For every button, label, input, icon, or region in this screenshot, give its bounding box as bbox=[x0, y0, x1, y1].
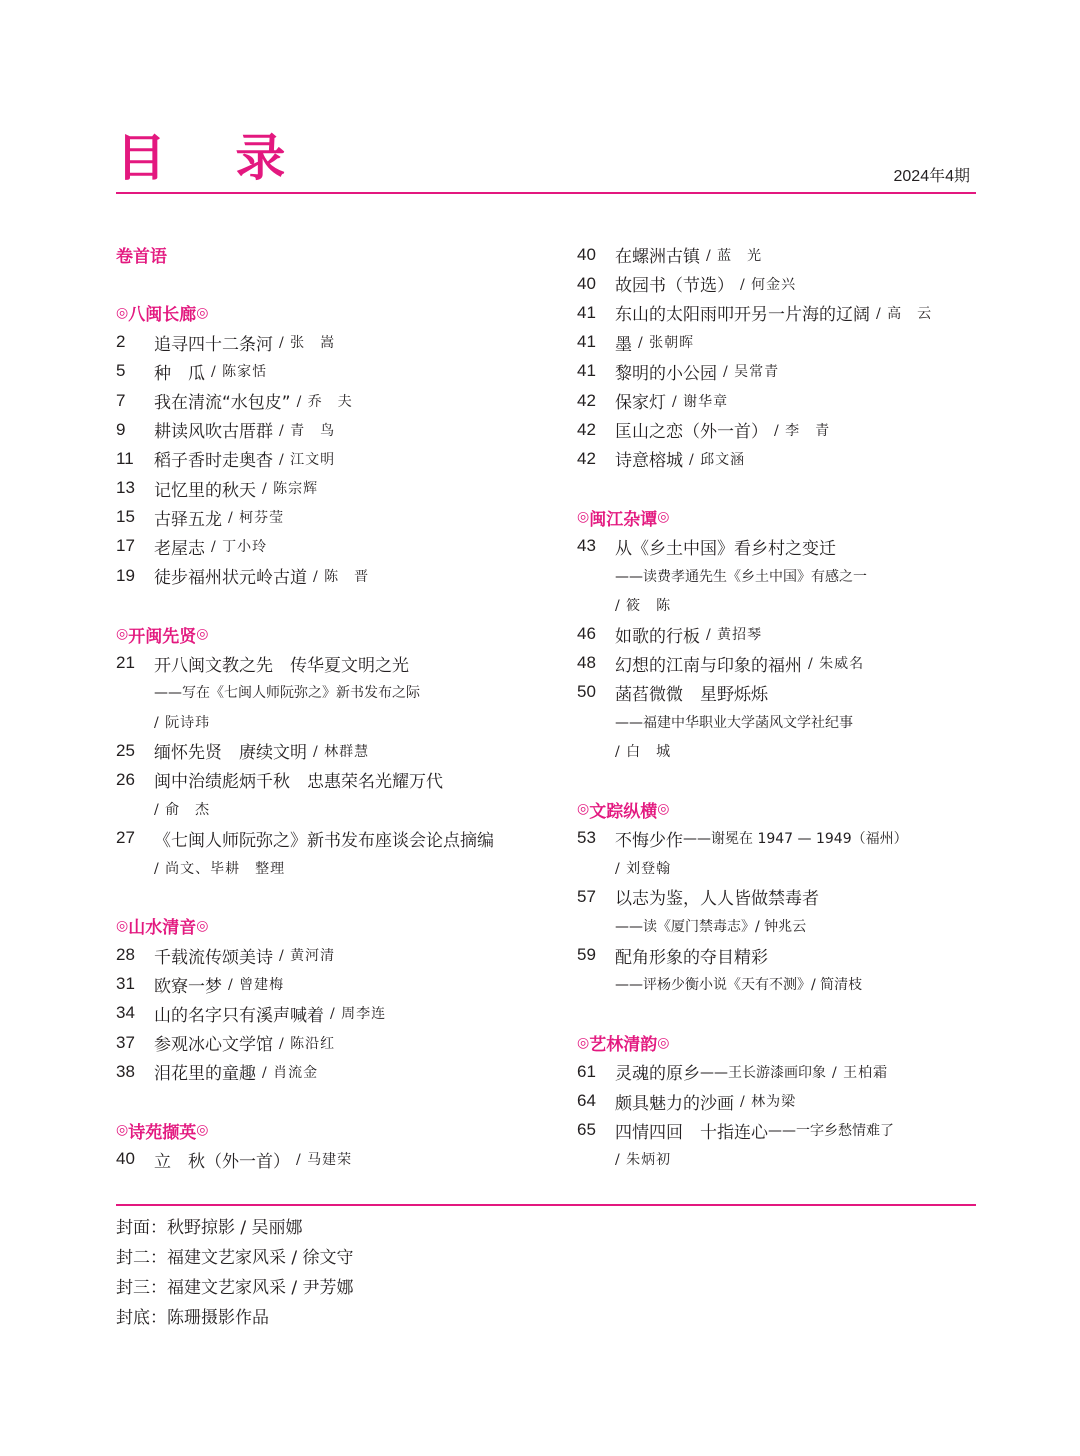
entry-author: / 林群慧 bbox=[313, 743, 370, 760]
entry-title[interactable]: 闽中治绩彪炳千秋 忠惠荣名光耀万代 bbox=[154, 772, 443, 793]
page-number: 46 bbox=[577, 624, 596, 644]
toc-subtitle-row bbox=[116, 678, 546, 707]
entry-title[interactable]: 稻子香时走奥杳 bbox=[154, 451, 273, 472]
section-ornament-left: ◎ bbox=[577, 801, 590, 818]
section-gap bbox=[116, 882, 546, 911]
entry-title-suffix: ——谢冕在 1947 — 1949（福州） bbox=[683, 831, 908, 848]
toc-entry[interactable] bbox=[116, 970, 546, 999]
section-label: 八闽长廊 bbox=[128, 305, 197, 326]
entry-title[interactable]: 记忆里的秋天 bbox=[154, 480, 256, 501]
page-number: 2 bbox=[116, 332, 126, 352]
entry-title[interactable]: 古驿五龙 bbox=[154, 509, 222, 530]
entry-title[interactable]: 菡萏微微 星野烁烁 bbox=[615, 684, 768, 705]
entry-subtitle: ——读《厦门禁毒志》/ 钟兆云 bbox=[615, 918, 807, 935]
entry-author: / 曾建梅 bbox=[228, 977, 285, 994]
page-number: 25 bbox=[116, 740, 135, 760]
toc-entry[interactable] bbox=[116, 561, 546, 590]
entry-author: / 王柏霜 bbox=[832, 1064, 889, 1081]
entry-author: / 陈 晋 bbox=[313, 568, 370, 585]
toc-subtitle-row bbox=[577, 707, 977, 736]
page-number: 40 bbox=[116, 1149, 135, 1169]
entry-title[interactable]: 以志为鉴，人人皆做禁毒者 bbox=[615, 889, 819, 910]
toc-author-row bbox=[116, 795, 546, 824]
entry-author: / 何金兴 bbox=[740, 276, 797, 293]
entry-title[interactable]: 开八闽文教之先 传华夏文明之光 bbox=[154, 655, 409, 676]
page-number: 59 bbox=[577, 945, 596, 965]
page-number: 21 bbox=[116, 653, 135, 673]
entry-title[interactable]: 墨 bbox=[615, 334, 632, 355]
toc-author-row bbox=[116, 853, 546, 882]
entry-title[interactable]: 追寻四十二条河 bbox=[154, 334, 273, 355]
toc-column-right bbox=[577, 240, 977, 1174]
section-gap bbox=[116, 269, 546, 298]
entry-author: / 肖流金 bbox=[262, 1064, 319, 1081]
toc-entry[interactable] bbox=[577, 328, 977, 357]
page-number: 41 bbox=[577, 302, 596, 322]
toc-column-left bbox=[116, 240, 546, 1174]
toc-entry[interactable] bbox=[577, 824, 977, 853]
toc-entry[interactable] bbox=[577, 269, 977, 298]
entry-title[interactable]: 我在清流“水包皮” bbox=[154, 393, 291, 414]
section-ornament-right: ◎ bbox=[657, 509, 670, 526]
toc-entry[interactable] bbox=[577, 532, 977, 561]
section-ornament-right: ◎ bbox=[196, 304, 209, 321]
entry-title[interactable]: 保家灯 bbox=[615, 393, 666, 414]
cover-credit: 封面：秋野掠影 / 吴丽娜 bbox=[116, 1218, 303, 1238]
page-number: 17 bbox=[116, 536, 135, 556]
entry-title[interactable]: 黎明的小公园 bbox=[615, 363, 717, 384]
section-heading bbox=[116, 1116, 546, 1145]
toc-entry[interactable] bbox=[577, 357, 977, 386]
entry-author: / 吴常青 bbox=[723, 364, 780, 381]
page-number: 53 bbox=[577, 828, 596, 848]
page-number: 26 bbox=[116, 769, 135, 789]
toc-entry[interactable] bbox=[116, 824, 546, 853]
entry-title[interactable]: 欧寮一梦 bbox=[154, 976, 222, 997]
entry-author: / 青 鸟 bbox=[279, 422, 336, 439]
entry-title[interactable]: 《七闽人师阮弥之》新书发布座谈会论点摘编 bbox=[154, 830, 494, 851]
section-label: 卷首语 bbox=[116, 247, 167, 268]
entry-title[interactable]: 在螺洲古镇 bbox=[615, 247, 700, 268]
entry-title[interactable]: 山的名字只有溪声喊着 bbox=[154, 1005, 324, 1026]
entry-subtitle: ——读费孝通先生《乡土中国》有感之一 bbox=[615, 568, 867, 585]
section-heading bbox=[577, 1028, 977, 1057]
toc-subtitle-row bbox=[577, 561, 977, 590]
issue-label: 2024年4期 bbox=[893, 168, 970, 185]
page-number: 48 bbox=[577, 653, 596, 673]
section-label: 闽江杂谭 bbox=[589, 509, 658, 530]
section-gap bbox=[116, 590, 546, 619]
top-divider bbox=[116, 192, 976, 194]
toc-entry[interactable] bbox=[577, 444, 977, 473]
page-number: 9 bbox=[116, 419, 126, 439]
entry-subtitle: ——评杨少衡小说《天有不测》/ 简清枝 bbox=[615, 977, 863, 994]
toc-entry[interactable] bbox=[116, 1057, 546, 1086]
toc-entry[interactable] bbox=[577, 941, 977, 970]
entry-title[interactable]: 灵魂的原乡 bbox=[615, 1064, 700, 1085]
entry-title[interactable]: 缅怀先贤 赓续文明 bbox=[154, 743, 307, 764]
section-ornament-right: ◎ bbox=[196, 626, 209, 643]
toc-entry[interactable] bbox=[116, 1028, 546, 1057]
toc-entry[interactable] bbox=[116, 1145, 546, 1174]
entry-title[interactable]: 诗意榕城 bbox=[615, 451, 683, 472]
entry-title[interactable]: 种 瓜 bbox=[154, 363, 205, 384]
entry-title[interactable]: 配角形象的夺目精彩 bbox=[615, 947, 768, 968]
page-number: 65 bbox=[577, 1120, 596, 1140]
cover-credit: 封二：福建文艺家风采 / 徐文守 bbox=[116, 1248, 354, 1268]
entry-author: / 谢华章 bbox=[672, 393, 729, 410]
page-number: 41 bbox=[577, 332, 596, 352]
entry-title-suffix: ——王长游漆画印象 bbox=[700, 1064, 826, 1081]
entry-author: / 陈沿红 bbox=[279, 1035, 336, 1052]
entry-author: / 黄招琴 bbox=[706, 627, 763, 644]
entry-title[interactable]: 颇具魅力的沙画 bbox=[615, 1093, 734, 1114]
toc-entry[interactable] bbox=[116, 444, 546, 473]
page-number: 11 bbox=[116, 448, 134, 468]
section-gap bbox=[577, 474, 977, 503]
toc-entry[interactable] bbox=[116, 474, 546, 503]
entry-title[interactable]: 如歌的行板 bbox=[615, 626, 700, 647]
entry-author: / 朱炳初 bbox=[615, 1152, 672, 1169]
page-number: 31 bbox=[116, 974, 135, 994]
toc-author-row bbox=[577, 590, 977, 619]
page-number: 7 bbox=[116, 390, 126, 410]
section-heading bbox=[116, 911, 546, 940]
entry-author: / 丁小玲 bbox=[211, 539, 268, 556]
entry-title[interactable]: 不悔少作 bbox=[615, 830, 683, 851]
section-label: 开闽先贤 bbox=[128, 626, 197, 647]
toc-entry[interactable] bbox=[116, 386, 546, 415]
section-ornament-left: ◎ bbox=[116, 917, 129, 934]
cover-credit: 封底：陈珊摄影作品 bbox=[116, 1308, 269, 1328]
entry-title[interactable]: 东山的太阳雨叩开另一片海的辽阔 bbox=[615, 305, 870, 326]
toc-entry[interactable] bbox=[116, 503, 546, 532]
page-number: 57 bbox=[577, 886, 596, 906]
toc-subtitle-row bbox=[577, 970, 977, 999]
entry-title[interactable]: 匡山之恋（外一首） bbox=[615, 422, 768, 443]
page-number: 34 bbox=[116, 1003, 135, 1023]
toc-author-row bbox=[577, 1145, 977, 1174]
entry-author: / 高 云 bbox=[876, 305, 933, 322]
section-ornament-left: ◎ bbox=[577, 509, 590, 526]
toc-entry[interactable] bbox=[577, 1057, 977, 1086]
page-number: 42 bbox=[577, 390, 596, 410]
entry-author: / 马建荣 bbox=[296, 1152, 353, 1169]
toc-entry[interactable] bbox=[116, 736, 546, 765]
toc-entry[interactable] bbox=[577, 619, 977, 648]
section-heading bbox=[577, 503, 977, 532]
page-number: 40 bbox=[577, 273, 596, 293]
toc-entry[interactable] bbox=[577, 415, 977, 444]
toc-entry[interactable] bbox=[116, 357, 546, 386]
cover-credit: 封三：福建文艺家风采 / 尹芳娜 bbox=[116, 1278, 354, 1298]
entry-title[interactable]: 四情四回 十指连心 bbox=[615, 1122, 768, 1143]
section-ornament-right: ◎ bbox=[196, 917, 209, 934]
page-number: 19 bbox=[116, 565, 135, 585]
entry-title[interactable]: 千载流传颂美诗 bbox=[154, 947, 273, 968]
toc-entry[interactable] bbox=[577, 649, 977, 678]
entry-author: / 黄河清 bbox=[279, 948, 336, 965]
entry-author: / 周李连 bbox=[330, 1006, 387, 1023]
entry-author: / 阮诗玮 bbox=[154, 714, 211, 731]
entry-author: / 林为梁 bbox=[740, 1094, 797, 1111]
page-number: 40 bbox=[577, 244, 596, 264]
page-number: 43 bbox=[577, 536, 596, 556]
toc-author-row bbox=[116, 707, 546, 736]
entry-author: / 俞 杰 bbox=[154, 802, 211, 819]
section-label: 艺林清韵 bbox=[589, 1035, 658, 1056]
entry-title[interactable]: 参观冰心文学馆 bbox=[154, 1035, 273, 1056]
entry-subtitle: ——福建中华职业大学菡风文学社纪事 bbox=[615, 714, 853, 731]
entry-title[interactable]: 幻想的江南与印象的福州 bbox=[615, 655, 802, 676]
page-number: 64 bbox=[577, 1091, 596, 1111]
section-ornament-right: ◎ bbox=[657, 1034, 670, 1051]
toc-entry[interactable] bbox=[577, 678, 977, 707]
toc-subtitle-row bbox=[577, 911, 977, 940]
toc-entry[interactable] bbox=[577, 386, 977, 415]
section-heading bbox=[116, 240, 546, 269]
toc-entry[interactable] bbox=[116, 999, 546, 1028]
entry-author: / 邱文涵 bbox=[689, 451, 746, 468]
entry-author: / 刘登翰 bbox=[615, 860, 672, 877]
bottom-divider bbox=[116, 1204, 976, 1206]
entry-author: / 张 嵩 bbox=[279, 335, 336, 352]
toc-entry[interactable] bbox=[116, 649, 546, 678]
toc-entry[interactable] bbox=[116, 328, 546, 357]
section-gap bbox=[577, 999, 977, 1028]
entry-author: / 筱 陈 bbox=[615, 597, 672, 614]
page-number: 41 bbox=[577, 361, 596, 381]
entry-title-suffix: ——一字乡愁情难了 bbox=[768, 1123, 894, 1140]
page-number: 42 bbox=[577, 448, 596, 468]
toc-author-row bbox=[577, 853, 977, 882]
entry-subtitle: ——写在《七闽人师阮弥之》新书发布之际 bbox=[154, 685, 420, 702]
section-label: 山水清音 bbox=[128, 918, 197, 939]
entry-title[interactable]: 立 秋（外一首） bbox=[154, 1151, 290, 1172]
section-gap bbox=[577, 765, 977, 794]
toc-entry[interactable] bbox=[116, 765, 546, 794]
toc-entry[interactable] bbox=[116, 532, 546, 561]
toc-entry[interactable] bbox=[577, 1086, 977, 1115]
entry-author: / 柯芬莹 bbox=[228, 510, 285, 527]
page-number: 13 bbox=[116, 478, 135, 498]
entry-title[interactable]: 耕读风吹古厝群 bbox=[154, 422, 273, 443]
entry-author: / 乔 夫 bbox=[296, 393, 353, 410]
entry-author: / 陈家恬 bbox=[211, 364, 268, 381]
page-number: 5 bbox=[116, 361, 126, 381]
toc-entry[interactable] bbox=[577, 1116, 977, 1145]
section-ornament-left: ◎ bbox=[577, 1034, 590, 1051]
entry-author: / 李 青 bbox=[774, 422, 831, 439]
entry-title[interactable]: 泪花里的童趣 bbox=[154, 1064, 256, 1085]
section-heading bbox=[116, 619, 546, 648]
section-ornament-left: ◎ bbox=[116, 304, 129, 321]
toc-entry[interactable] bbox=[116, 415, 546, 444]
section-ornament-right: ◎ bbox=[196, 1122, 209, 1139]
section-ornament-left: ◎ bbox=[116, 626, 129, 643]
section-ornament-left: ◎ bbox=[116, 1122, 129, 1139]
toc-author-row bbox=[577, 736, 977, 765]
page-number: 27 bbox=[116, 828, 135, 848]
entry-author: / 白 城 bbox=[615, 743, 672, 760]
page-number: 15 bbox=[116, 507, 135, 527]
entry-author: / 张朝晖 bbox=[638, 335, 695, 352]
section-gap bbox=[116, 1086, 546, 1115]
entry-author: / 尚文、毕耕 整理 bbox=[154, 860, 286, 877]
page-number: 50 bbox=[577, 682, 596, 702]
toc-entry[interactable] bbox=[577, 882, 977, 911]
page-number: 38 bbox=[116, 1061, 135, 1081]
section-heading bbox=[577, 795, 977, 824]
toc-entry[interactable] bbox=[577, 240, 977, 269]
cover-credits bbox=[116, 1213, 354, 1333]
toc-entry[interactable] bbox=[577, 298, 977, 327]
entry-title[interactable]: 故园书（节选） bbox=[615, 276, 734, 297]
entry-title[interactable]: 从《乡土中国》看乡村之变迁 bbox=[615, 538, 836, 559]
section-label: 文踪纵横 bbox=[589, 801, 658, 822]
page-number: 28 bbox=[116, 945, 135, 965]
toc-entry[interactable] bbox=[116, 941, 546, 970]
section-ornament-right: ◎ bbox=[657, 801, 670, 818]
entry-author: / 蓝 光 bbox=[706, 247, 763, 264]
page-title: 目 录 bbox=[116, 128, 312, 187]
page-number: 42 bbox=[577, 419, 596, 439]
entry-author: / 朱威名 bbox=[808, 656, 865, 673]
page-number: 37 bbox=[116, 1032, 135, 1052]
section-label: 诗苑撷英 bbox=[128, 1122, 197, 1143]
entry-author: / 江文明 bbox=[279, 451, 336, 468]
entry-title[interactable]: 徒步福州状元岭古道 bbox=[154, 568, 307, 589]
entry-title[interactable]: 老屋志 bbox=[154, 538, 205, 559]
entry-author: / 陈宗辉 bbox=[262, 481, 319, 498]
page-number: 61 bbox=[577, 1061, 596, 1081]
section-heading bbox=[116, 298, 546, 327]
